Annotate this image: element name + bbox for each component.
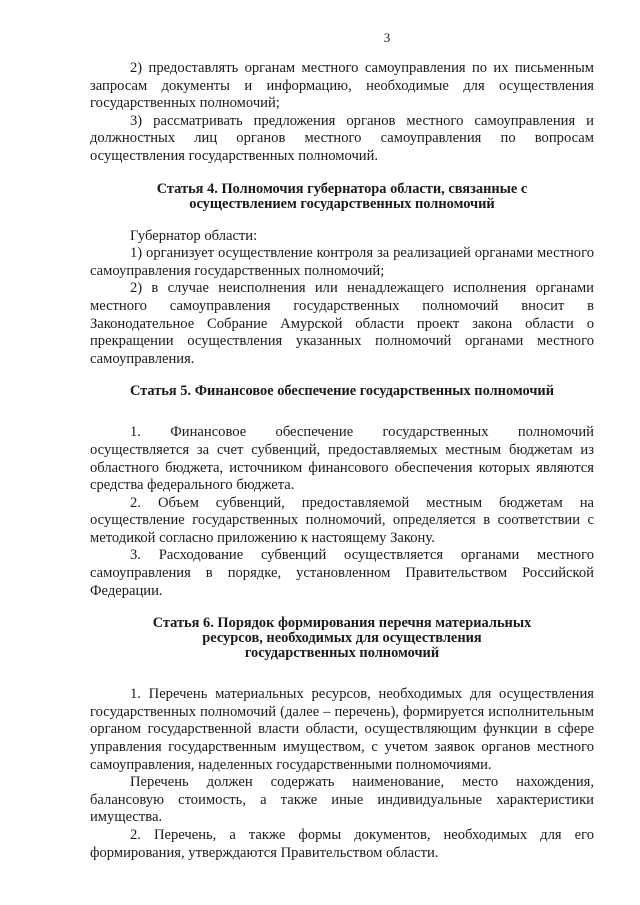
paragraph: 2. Перечень, а также формы документов, необходимых для его формирования, утверждаются Правительством области. — [90, 827, 594, 861]
article-4-heading — [90, 182, 594, 212]
article-5-heading — [90, 384, 594, 399]
paragraph: Перечень должен содержать наименование, место нахождения, балансовую стоимость, а также иные индивидуальные характеристики имущества. — [90, 774, 594, 826]
heading-line: Статья 5. Финансовое обеспечение государственных полномочий — [129, 383, 555, 400]
heading-line: осуществлением государственных полномочий — [189, 195, 495, 212]
heading-line: ресурсов, необходимых для осуществления — [202, 630, 482, 647]
heading-line: Статья 4. Полномочия губернатора области, связанные с — [156, 180, 528, 197]
paragraph: 2. Объем субвенций, предоставляемой местным бюджетам на осуществление государственных полномочий, определяется в соответствии с методикой согласно приложению к настоящему Закону. — [90, 494, 594, 546]
paragraph: 2) в случае неисполнения или ненадлежащего исполнения органами местного самоуправления государственных полномочий вносит в Законодательное Собрание Амурской области проект закона области о прекращении осуществления указанных полномочий органами местного самоуправления. — [90, 280, 594, 367]
heading-line: Статья 6. Порядок формирования перечня материальных — [152, 615, 532, 632]
article-6-heading — [90, 616, 594, 661]
page-number: 3 — [383, 30, 391, 45]
heading-line: государственных полномочий — [244, 645, 440, 662]
paragraph: 3) рассматривать предложения органов местного самоуправления и должностных лиц органов местного самоуправления по вопросам осуществления государственных полномочий. — [90, 112, 594, 164]
paragraph: 1. Финансовое обеспечение государственных полномочий осуществляется за счет субвенций, предоставляемых местным бюджетам из областного бюджета, источником финансового обеспечения которых являются средства федерального бюджета. — [90, 424, 594, 494]
paragraph: 1) организует осуществление контроля за реализацией органами местного самоуправления государственных полномочий; — [90, 245, 594, 279]
spacer — [90, 415, 594, 424]
paragraph: 2) предоставлять органам местного самоуправления по их письменным запросам документы и информацию, необходимые для осуществления государственных полномочий; — [90, 60, 594, 112]
spacer — [90, 677, 594, 686]
paragraph: Губернатор области: — [130, 227, 258, 244]
paragraph: 3. Расходование субвенций осуществляется органами местного самоуправления в порядке, установленном Правительством Российской Федерации. — [90, 547, 594, 599]
paragraph: 1. Перечень материальных ресурсов, необходимых для осуществления государственных полномочий (далее – перечень), формируется исполнительным органом государственной власти области, осуществляющим функции в сфере управления государственным имуществом, с учетом заявок органов местного самоуправления, наделенных государственными полномочиями. — [90, 686, 594, 773]
